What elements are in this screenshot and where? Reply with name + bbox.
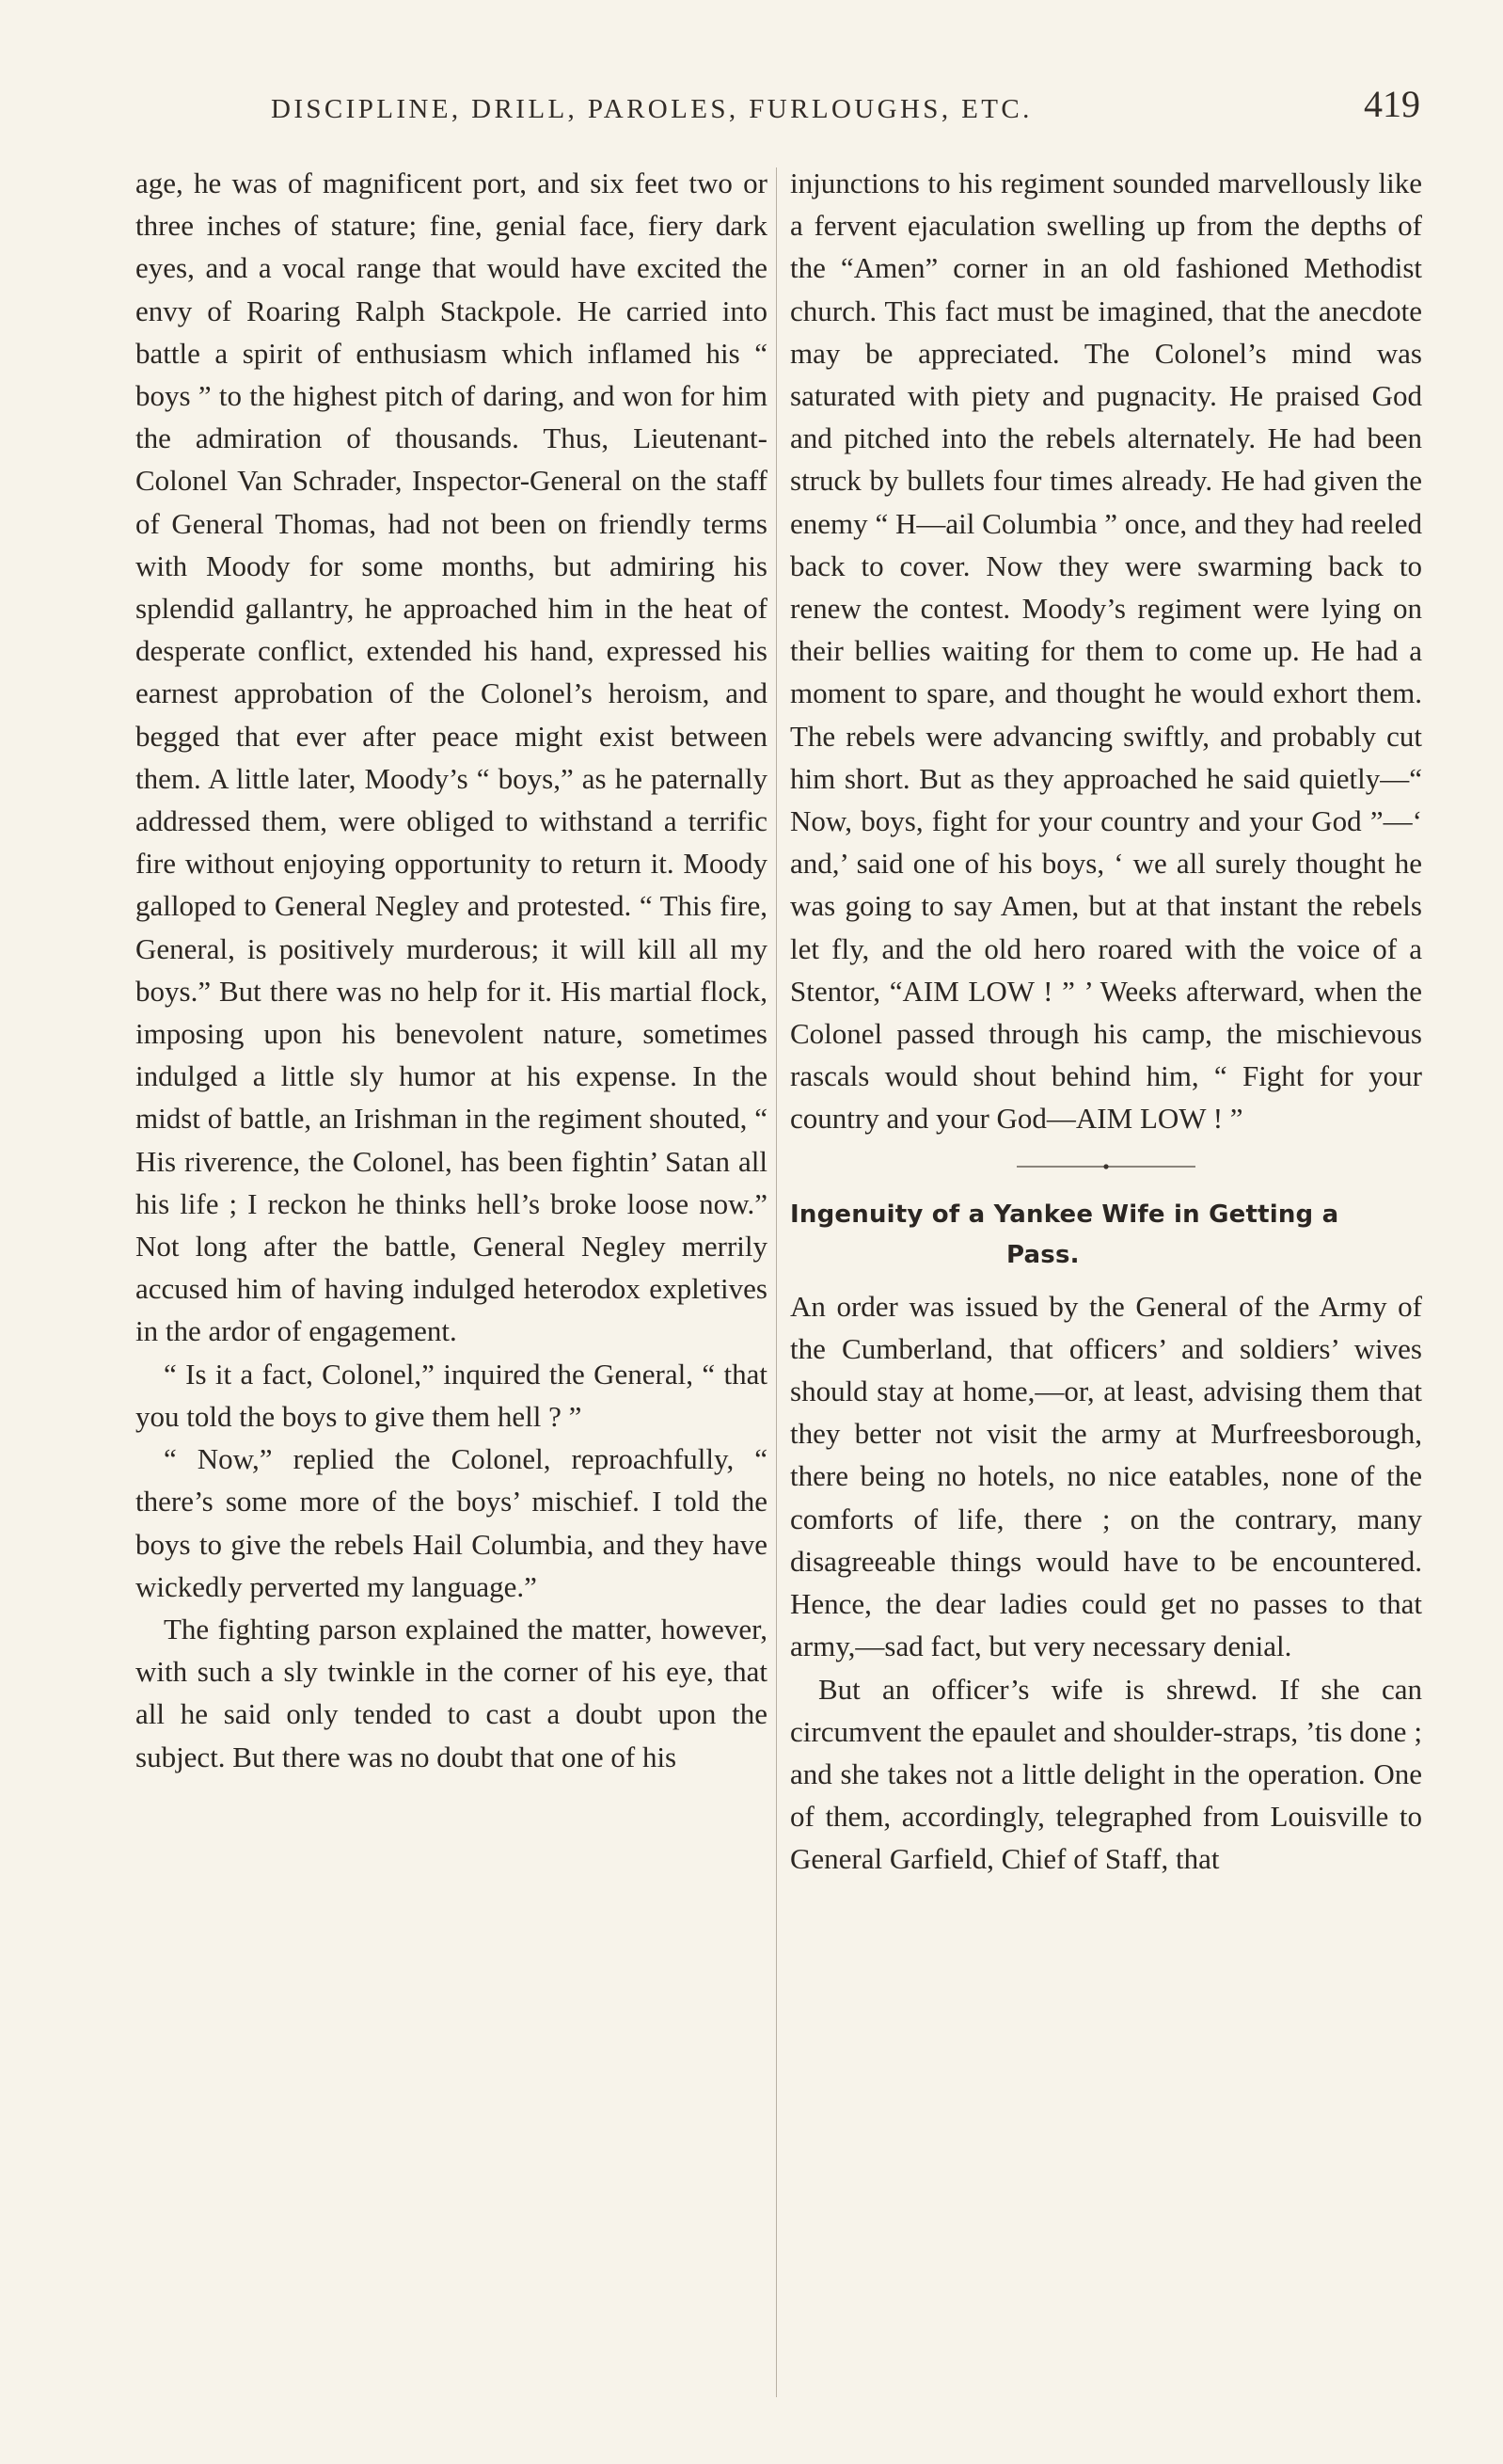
section-heading-line: Ingenuity of a Yankee Wife in Getting a <box>790 1200 1339 1229</box>
body-paragraph: An order was issued by the General of the Army of the Cumberland, that officers’ and soldiers’ wives should stay at home,—or, at least, advising them that they better not visit the army at Murfreesborough, there being no hotels, no nice eatables, none of the comforts of life, there ; on the contrary, many disagreeable things would have to be encountered. Hence, the dear ladies could get no passes to that army,—sad fact, but very necessary denial. <box>790 1289 1422 1663</box>
body-paragraph: “ Is it a fact, Colonel,” inquired the General, “ that you told the boys to give them hell ? ” <box>135 1357 767 1433</box>
section-ornament <box>1017 1163 1195 1170</box>
body-paragraph: age, he was of magnificent port, and six feet two or three inches of stature; fine, genial face, fiery dark eyes, and a vocal range that would have excited the envy of Roaring Ralph Stackpole. He carried into battle a spirit of enthusiasm which inflamed his “ boys ” to the highest pitch of daring, and won for him the admiration of thousands. Thus, Lieutenant-Colonel Van Schrader, Inspector-General on the staff of General Thomas, had not been on friendly terms with Moody for some months, but admiring his splendid gallantry, he approached him in the heat of desperate conflict, extended his hand, expressed his earnest approbation of the Colonel’s heroism, and begged that ever after peace might exist between them. A little later, Moody’s “ boys,” as he paternally addressed them, were obliged to withstand a terrific fire without enjoying opportunity to return it. Moody galloped to General Negley and protested. “ This fire, General, is positively murderous; it will kill all my boys.” But there was no help for it. His martial flock, imposing upon his benevolent nature, sometimes indulged a little sly humor at his expense. In the midst of battle, an Irishman in the regiment shouted, “ His riverence, the Colonel, has been fightin’ Satan all his life ; I reckon he thinks hell’s broke loose now.” Not long after the battle, General Negley merrily accused him of having indulged heterodox expletives in the ardor of engagement. <box>135 167 767 1348</box>
running-head: DISCIPLINE, DRILL, PAROLES, FURLOUGHS, ETC. <box>271 94 1033 124</box>
body-paragraph: “ Now,” replied the Colonel, reproachfully, “ there’s some more of the boys’ mischief. I told the boys to give the rebels Hail Columbia, and they have wickedly perverted my language.” <box>135 1442 767 1603</box>
column-divider <box>776 167 777 2397</box>
body-paragraph: injunctions to his regiment sounded marvellously like a fervent ejaculation swelling up from the depths of the “Amen” corner in an old fashioned Methodist church. This fact must be imagined, that the anecdote may be appreciated. The Colonel’s mind was saturated with piety and pugnacity. He praised God and pitched into the rebels alternately. He had been struck by bullets four times already. He had given the enemy “ H—ail Columbia ” once, and they had reeled back to cover. Now they were swarming back to renew the contest. Moody’s regiment were lying on their bellies waiting for them to come up. He had a moment to spare, and thought he would exhort them. The rebels were advancing swiftly, and probably cut him short. But as they approached he said quietly—“ Now, boys, fight for your country and your God ”—‘ and,’ said one of his boys, ‘ we all surely thought he was going to say Amen, but at that instant the rebels let fly, and the old hero roared with the voice of a Stentor, “AIM LOW ! ” ’ Weeks afterward, when the Colonel passed through his camp, the mischievous rascals would shout behind him, “ Fight for your country and your God—AIM LOW ! ” <box>790 167 1422 1136</box>
body-paragraph: The fighting parson explained the matter, however, with such a sly twinkle in the corner of his eye, that all he said only tended to cast a doubt upon the subject. But there was no doubt that one of his <box>135 1612 767 1773</box>
section-heading-line: Pass. <box>1006 1240 1080 1269</box>
page-header <box>271 77 1420 134</box>
left-column <box>135 162 767 1778</box>
right-column <box>790 162 1422 1881</box>
body-paragraph: But an officer’s wife is shrewd. If she can circumvent the epaulet and shoulder-straps, ’tis done ; and she takes not a little delight in the operation. One of them, accordingly, telegraphed from Louisville to General Garfield, Chief of Staff, that <box>790 1672 1422 1876</box>
section-heading <box>790 1195 1422 1276</box>
page-number: 419 <box>1364 83 1420 125</box>
